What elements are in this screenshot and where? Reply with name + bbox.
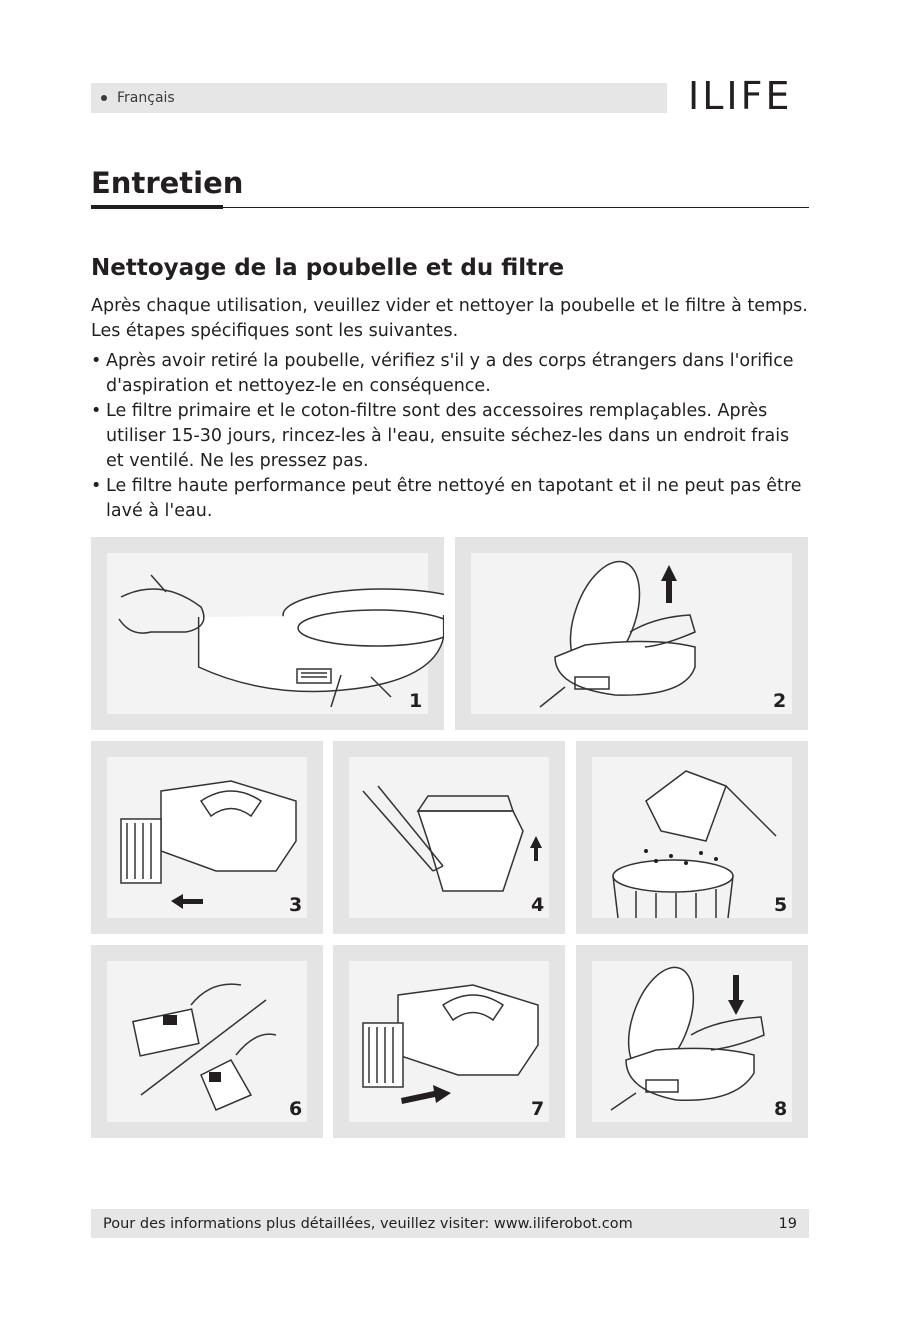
intro-paragraph: Après chaque utilisation, veuillez vider et nettoyer la poubelle et le filtre à temps. Les étapes spécifiques sont les suivantes.	[91, 296, 808, 341]
step-7-panel	[333, 945, 565, 1138]
list-item: • Le filtre primaire et le coton-filtre sont des accessoires remplaçables. Après utiliser 15-30 jours, rincez-les à l'eau, ensuite séchez-les dans un endroit frais et ventilé. Ne les pressez pas.	[91, 399, 811, 474]
footer-text: Pour des informations plus détaillées, veuillez visiter: www.iliferobot.com	[103, 1215, 633, 1232]
step-1-panel	[91, 537, 444, 730]
arrow-right-icon	[401, 1085, 451, 1104]
language-label: Français	[117, 90, 175, 106]
open-lid-illustration	[455, 537, 808, 730]
step-number: 5	[774, 894, 788, 916]
step-number: 2	[773, 690, 787, 712]
arrow-down-icon	[728, 975, 744, 1015]
arrow-up-icon	[530, 836, 542, 861]
footer-bar	[91, 1209, 809, 1238]
arrow-left-icon	[171, 894, 203, 909]
step-3-panel	[91, 741, 323, 934]
step-5-panel	[576, 741, 808, 934]
section-title: Entretien	[91, 166, 244, 200]
language-bar	[91, 83, 667, 113]
step-number: 3	[289, 894, 303, 916]
robot-vacuum-touch-illustration	[91, 537, 444, 730]
step-number: 4	[531, 894, 545, 916]
list-item: • Après avoir retiré la poubelle, vérifiez s'il y a des corps étrangers dans l'orifice d'aspiration et nettoyez-le en conséquence.	[91, 349, 811, 399]
bullet-icon	[101, 95, 107, 101]
bullet-list	[91, 349, 811, 524]
arrow-up-icon	[661, 565, 677, 603]
step-8-panel	[576, 945, 808, 1138]
title-rule-accent	[91, 205, 223, 209]
page-number: 19	[778, 1215, 797, 1232]
step-4-panel	[333, 741, 565, 934]
step-number: 1	[409, 690, 423, 712]
step-number: 7	[531, 1098, 545, 1120]
list-item: • Le filtre haute performance peut être nettoyé en tapotant et il ne peut pas être lavé à l'eau.	[91, 474, 811, 524]
step-6-panel	[91, 945, 323, 1138]
step-number: 8	[774, 1098, 788, 1120]
step-number: 6	[289, 1098, 303, 1120]
brand-logo: ILIFE	[688, 74, 793, 118]
step-2-panel	[455, 537, 808, 730]
subsection-title: Nettoyage de la poubelle et du filtre	[91, 255, 565, 281]
